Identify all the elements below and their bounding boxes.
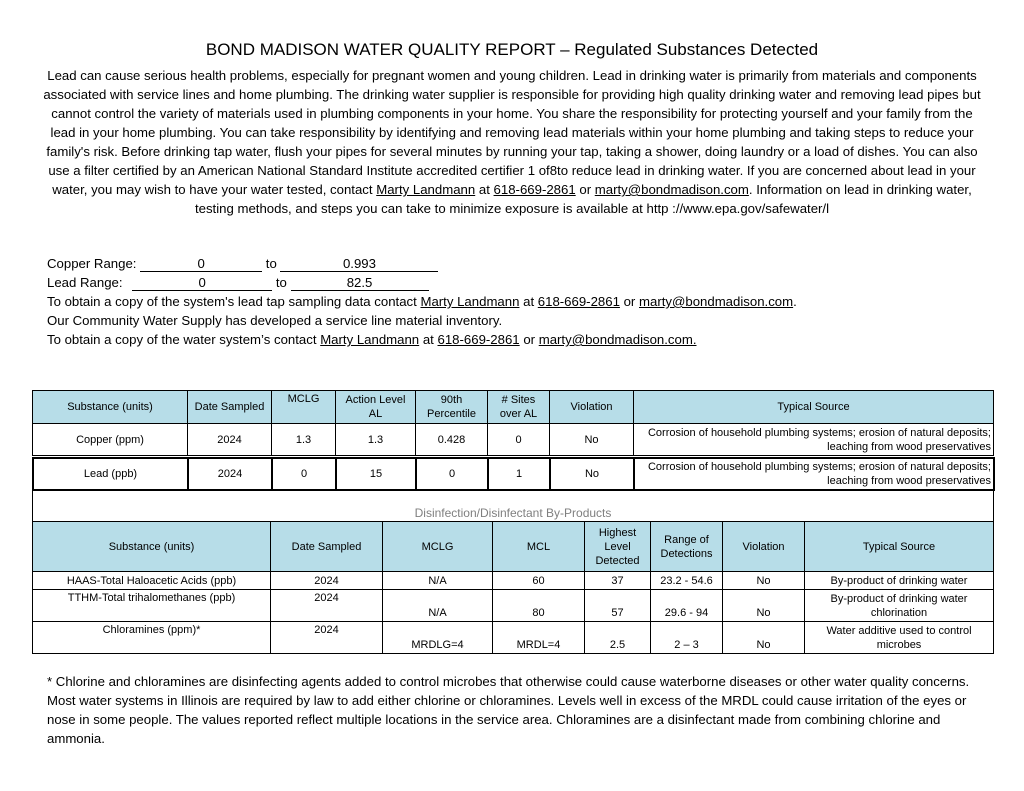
lead-copper-header-row [33, 391, 994, 424]
header-cell: Highest Level Detected [585, 522, 651, 572]
phone-link[interactable]: 618-669-2861 [537, 294, 620, 309]
report-title: BOND MADISON WATER QUALITY REPORT – Regulated Substances Detected [205, 40, 819, 59]
table-cell: 1 [488, 458, 550, 490]
inventory-contact-text: To obtain a copy of the water system’s contact [47, 332, 317, 347]
table-cell: N/A [383, 572, 493, 590]
intro-or: or [579, 182, 592, 197]
table-cell: 2 – 3 [651, 622, 723, 654]
table-cell: HAAS-Total Haloacetic Acids (ppb) [33, 572, 271, 590]
header-cell: MCLG [272, 391, 336, 424]
lead-row-table [32, 457, 995, 491]
table-cell: 2024 [188, 424, 272, 456]
table-cell: Corrosion of household plumbing systems; erosion of natural deposits; leaching from wood preservatives [634, 458, 994, 490]
email-link[interactable]: marty@bondmadison.com. [538, 332, 697, 347]
table-cell: TTHM-Total trihalomethanes (ppb) [33, 590, 271, 622]
dbp-header-row [33, 522, 994, 572]
contact-name-link[interactable]: Marty Landmann [376, 182, 476, 197]
table-cell: 57 [585, 590, 651, 622]
ranges-section [47, 254, 797, 349]
table-row [33, 622, 994, 654]
header-cell: Substance (units) [33, 391, 188, 424]
intro-text-2: . Information on lead in drinking water, testing methods, and steps you can take to minimize exposure is available at http ://www.epa.gov/safewater/l [194, 182, 972, 216]
header-cell: # Sites over AL [488, 391, 550, 424]
lead-range-low: 0 [132, 275, 272, 291]
table-cell: MRDLG=4 [383, 622, 493, 654]
header-cell: Action Level AL [336, 391, 416, 424]
table-cell: Lead (ppb) [33, 458, 188, 490]
inventory-or: or [523, 332, 536, 347]
table-cell: 2.5 [585, 622, 651, 654]
table-cell: N/A [383, 590, 493, 622]
table-cell: Chloramines (ppm)* [33, 622, 271, 654]
lead-copper-table [32, 390, 994, 456]
inventory-line: Our Community Water Supply has developed a service line material inventory. [47, 313, 503, 328]
table-cell: 2024 [271, 572, 383, 590]
header-cell: Typical Source [634, 391, 994, 424]
lead-range-high: 82.5 [291, 275, 429, 291]
table-cell: 37 [585, 572, 651, 590]
header-cell: Range of Detections [651, 522, 723, 572]
sampling-data-line [47, 292, 797, 311]
sampling-at: at [523, 294, 535, 309]
table-cell: 1.3 [272, 424, 336, 456]
inventory-at: at [422, 332, 434, 347]
header-cell: Violation [550, 391, 634, 424]
table-cell: No [723, 622, 805, 654]
table-row [33, 424, 994, 456]
table-cell: 2024 [271, 622, 383, 654]
table-cell: Water additive used to control microbes [805, 622, 994, 654]
intro-text: Lead can cause serious health problems, especially for pregnant women and young children. Lead in drinking water is primarily from materials and components associated with service lines and home plumbing. The drinking water supplier is responsible for providing high quality drinking water and removing lead pipes but cannot control the variety of materials used in plumbing components in your home. You share the responsibility for protecting yourself and your family from the lead in your home plumbing. You can take responsibility by identifying and removing lead materials within your home plumbing and taking steps to reduce your family's risk. Before drinking tap water, flush your pipes for several minutes by running your tap, taking a shower, doing laundry or a load of dishes. You can also use a filter certified by an American National Standard Institute accredited certifier 1 of8to reduce lead in drinking water. If you are concerned about lead in your water, you may wish to have your water tested, contact [43, 68, 981, 197]
phone-link[interactable]: 618-669-2861 [493, 182, 576, 197]
dbp-table-title: Disinfection/Disinfectant By-Products [33, 491, 994, 522]
table-cell: 80 [493, 590, 585, 622]
table-cell: 15 [336, 458, 416, 490]
table-cell: 23.2 - 54.6 [651, 572, 723, 590]
table-cell: No [550, 424, 634, 456]
header-cell: Date Sampled [188, 391, 272, 424]
inventory-contact-line [47, 330, 797, 349]
copper-range-high: 0.993 [280, 256, 438, 272]
copper-range-line [47, 254, 797, 273]
table-cell: No [550, 458, 634, 490]
header-cell: Violation [723, 522, 805, 572]
table-cell: 2024 [271, 590, 383, 622]
copper-range-label: Copper Range: [47, 256, 137, 271]
table-cell: MRDL=4 [493, 622, 585, 654]
lead-info-paragraph [40, 66, 984, 218]
table-cell: Corrosion of household plumbing systems; erosion of natural deposits; leaching from wood preservatives [634, 424, 994, 456]
table-cell: By-product of drinking water [805, 572, 994, 590]
dbp-table [32, 490, 994, 654]
table-cell: 60 [493, 572, 585, 590]
table-cell: 0 [416, 458, 488, 490]
header-cell: MCLG [383, 522, 493, 572]
intro-at: at [478, 182, 490, 197]
sampling-or: or [623, 294, 636, 309]
header-cell: Typical Source [805, 522, 994, 572]
email-link[interactable]: marty@bondmadison.com [639, 294, 794, 309]
table-cell: No [723, 572, 805, 590]
contact-name-link[interactable]: Marty Landmann [320, 332, 420, 347]
sampling-text: To obtain a copy of the system's lead tap sampling data contact [47, 294, 417, 309]
table-cell: By-product of drinking water chlorination [805, 590, 994, 622]
table-row [33, 572, 994, 590]
lead-to: to [275, 275, 287, 290]
copper-range-low: 0 [140, 256, 262, 272]
header-cell: MCL [493, 522, 585, 572]
table-cell: 2024 [188, 458, 272, 490]
phone-link[interactable]: 618-669-2861 [437, 332, 520, 347]
sampling-period: . [793, 294, 797, 309]
contact-name-link[interactable]: Marty Landmann [420, 294, 520, 309]
table-cell: 0.428 [416, 424, 488, 456]
table-cell: 0 [488, 424, 550, 456]
copper-to: to [265, 256, 277, 271]
table-row [33, 590, 994, 622]
table-cell: 29.6 - 94 [651, 590, 723, 622]
chlorine-footnote: * Chlorine and chloramines are disinfecting agents added to control microbes that otherwise could cause waterborne diseases or other water quality concerns. Most water systems in Illinois are required by law to add either chlorine or chloramines. Levels well in excess of the MRDL could cause irritation of the eyes or nose in some people. The values reported reflect multiple locations in the service area. Chloramines are a disinfectant made from combining chlorine and ammonia. [47, 674, 970, 746]
dbp-title-row [33, 491, 994, 522]
lead-range-label: Lead Range: [47, 275, 123, 290]
table-cell: No [723, 590, 805, 622]
header-cell: Date Sampled [271, 522, 383, 572]
table-cell: 0 [272, 458, 336, 490]
table-row [33, 458, 994, 490]
header-cell: Substance (units) [33, 522, 271, 572]
table-cell: 1.3 [336, 424, 416, 456]
table-cell: Copper (ppm) [33, 424, 188, 456]
email-link[interactable]: marty@bondmadison.com [594, 182, 749, 197]
lead-range-line [47, 273, 797, 292]
header-cell: 90th Percentile [416, 391, 488, 424]
